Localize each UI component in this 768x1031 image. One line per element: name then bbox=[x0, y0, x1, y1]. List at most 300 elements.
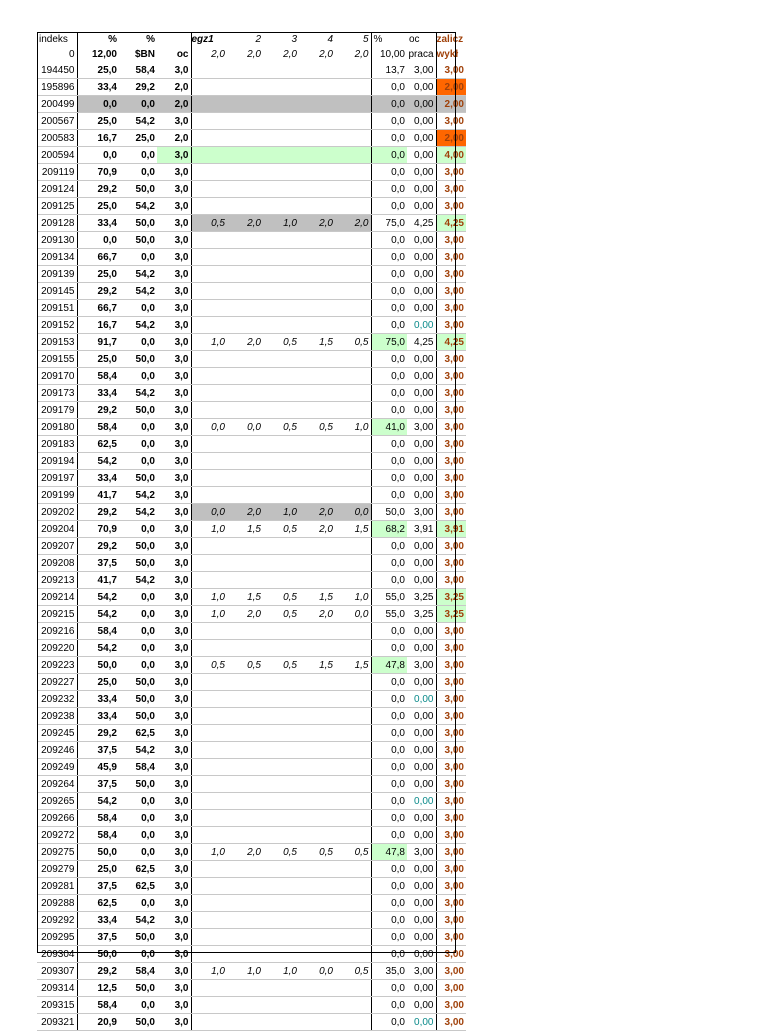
table-cell: 3,25 bbox=[436, 606, 466, 623]
table-cell: 0,0 bbox=[371, 198, 407, 215]
table-cell: 0,0 bbox=[371, 997, 407, 1014]
table-cell bbox=[263, 997, 299, 1014]
table-cell: 209272 bbox=[37, 827, 77, 844]
table-cell: 0,0 bbox=[371, 759, 407, 776]
table-cell: 0,0 bbox=[371, 895, 407, 912]
table-cell: 55,0 bbox=[371, 589, 407, 606]
table-cell: 50,0 bbox=[119, 470, 157, 487]
table-cell: 3,00 bbox=[436, 436, 466, 453]
table-cell: 0,00 bbox=[407, 232, 436, 249]
table-cell: 4,25 bbox=[407, 334, 436, 351]
table-cell: 0,0 bbox=[119, 827, 157, 844]
table-cell: 50,0 bbox=[77, 844, 119, 861]
table-cell: 3,00 bbox=[407, 504, 436, 521]
table-cell: 0,00 bbox=[407, 946, 436, 963]
table-cell: 0,0 bbox=[77, 96, 119, 113]
table-cell: 54,2 bbox=[77, 793, 119, 810]
table-cell: 209279 bbox=[37, 861, 77, 878]
table-cell: 209214 bbox=[37, 589, 77, 606]
table-cell: 3,0 bbox=[157, 691, 191, 708]
table-cell: 3,00 bbox=[436, 997, 466, 1014]
table-cell: 209215 bbox=[37, 606, 77, 623]
table-cell: 0,00 bbox=[407, 929, 436, 946]
table-cell: 50,0 bbox=[77, 946, 119, 963]
table-cell: 0,5 bbox=[299, 844, 335, 861]
table-cell: 0,0 bbox=[119, 946, 157, 963]
table-cell: 0,0 bbox=[371, 96, 407, 113]
table-cell: 0,0 bbox=[371, 929, 407, 946]
table-cell: 3,00 bbox=[407, 963, 436, 980]
table-cell: 209208 bbox=[37, 555, 77, 572]
table-cell: 2,0 bbox=[299, 504, 335, 521]
table-cell: 0,0 bbox=[371, 283, 407, 300]
table-cell: 20,9 bbox=[77, 1014, 119, 1031]
table-cell: 25,0 bbox=[77, 62, 119, 79]
table-cell: 3,0 bbox=[157, 164, 191, 181]
table-cell: 0,00 bbox=[407, 317, 436, 334]
table-cell: 0,0 bbox=[335, 606, 371, 623]
table-cell: 54,2 bbox=[77, 453, 119, 470]
table-cell: 0,0 bbox=[119, 300, 157, 317]
table-cell: 0,00 bbox=[407, 810, 436, 827]
table-cell: 3,0 bbox=[157, 606, 191, 623]
table-cell: 62,5 bbox=[77, 436, 119, 453]
table-cell: 33,4 bbox=[77, 691, 119, 708]
table-cell: 3,0 bbox=[157, 640, 191, 657]
table-cell: 41,0 bbox=[371, 419, 407, 436]
table-cell: 194450 bbox=[37, 62, 77, 79]
table-cell: 3,0 bbox=[157, 657, 191, 674]
table-cell: 62,5 bbox=[119, 878, 157, 895]
table-cell: 200594 bbox=[37, 147, 77, 164]
table-cell: 0,5 bbox=[335, 844, 371, 861]
table-cell: 0,0 bbox=[371, 861, 407, 878]
table-cell: 3,0 bbox=[157, 317, 191, 334]
table-cell: 209213 bbox=[37, 572, 77, 589]
table-cell: 209134 bbox=[37, 249, 77, 266]
table-cell: 3,00 bbox=[436, 317, 466, 334]
table-cell: 1,5 bbox=[299, 334, 335, 351]
table-cell: 0,5 bbox=[263, 419, 299, 436]
table-cell: 3,00 bbox=[436, 776, 466, 793]
table-cell: 0,0 bbox=[371, 181, 407, 198]
table-cell: 25,0 bbox=[77, 674, 119, 691]
table-cell: 0,00 bbox=[407, 130, 436, 147]
table-cell: 91,7 bbox=[77, 334, 119, 351]
table-cell: 209321 bbox=[37, 1014, 77, 1031]
table-cell: 37,5 bbox=[77, 776, 119, 793]
table-cell: 3,0 bbox=[157, 487, 191, 504]
table-cell: 0,0 bbox=[371, 776, 407, 793]
table-cell bbox=[335, 997, 371, 1014]
table-cell: 3,0 bbox=[157, 572, 191, 589]
table-cell: 3,00 bbox=[436, 912, 466, 929]
table-cell: 0,0 bbox=[119, 589, 157, 606]
table-cell: 3,00 bbox=[436, 385, 466, 402]
table-cell: 3,0 bbox=[157, 198, 191, 215]
table-cell: 25,0 bbox=[77, 198, 119, 215]
table-cell: 2,0 bbox=[227, 606, 263, 623]
table-cell: 209145 bbox=[37, 283, 77, 300]
table-cell: 3,0 bbox=[157, 62, 191, 79]
header-cell: 2,0 bbox=[283, 49, 297, 60]
table-cell: 3,0 bbox=[157, 844, 191, 861]
table-cell: 58,4 bbox=[77, 827, 119, 844]
table-cell: 3,0 bbox=[157, 453, 191, 470]
table-cell: 3,00 bbox=[436, 351, 466, 368]
table-cell: 209139 bbox=[37, 266, 77, 283]
table-cell: 62,5 bbox=[119, 861, 157, 878]
table-cell: 2,0 bbox=[157, 79, 191, 96]
table-cell: 0,00 bbox=[407, 470, 436, 487]
table-cell: 0,0 bbox=[119, 606, 157, 623]
table-cell: 1,0 bbox=[191, 844, 227, 861]
table-cell: 3,0 bbox=[157, 181, 191, 198]
table-cell: 3,00 bbox=[436, 538, 466, 555]
table-cell: 3,00 bbox=[436, 232, 466, 249]
table-cell: 0,0 bbox=[191, 419, 227, 436]
table-cell: 0,00 bbox=[407, 708, 436, 725]
table-cell: 3,00 bbox=[436, 249, 466, 266]
table-cell: 0,5 bbox=[263, 606, 299, 623]
table-cell: 54,2 bbox=[119, 487, 157, 504]
table-cell: 0,00 bbox=[407, 691, 436, 708]
table-cell: 0,0 bbox=[371, 487, 407, 504]
table-cell: 4,25 bbox=[436, 215, 466, 232]
table-cell: 0,00 bbox=[407, 181, 436, 198]
header-cell: zalicz bbox=[436, 32, 466, 47]
table-cell: 0,0 bbox=[119, 640, 157, 657]
table-cell: 209314 bbox=[37, 980, 77, 997]
table-cell: 209245 bbox=[37, 725, 77, 742]
table-cell: 3,0 bbox=[157, 436, 191, 453]
table-cell: 37,5 bbox=[77, 878, 119, 895]
table-cell: 3,0 bbox=[157, 402, 191, 419]
table-cell: 54,2 bbox=[119, 283, 157, 300]
table-cell: 3,00 bbox=[436, 878, 466, 895]
table-cell: 0,0 bbox=[371, 351, 407, 368]
table-cell: 54,2 bbox=[119, 317, 157, 334]
table-cell: 62,5 bbox=[77, 895, 119, 912]
table-cell: 0,0 bbox=[371, 113, 407, 130]
table-cell: 50,0 bbox=[119, 708, 157, 725]
header-cell: 2 bbox=[255, 34, 261, 45]
table-cell: 0,0 bbox=[371, 878, 407, 895]
table-cell: 41,7 bbox=[77, 572, 119, 589]
table-cell: 209125 bbox=[37, 198, 77, 215]
table-cell: 2,0 bbox=[299, 521, 335, 538]
table-cell: 209119 bbox=[37, 164, 77, 181]
table-cell: 3,0 bbox=[157, 266, 191, 283]
table-cell: 0,0 bbox=[371, 368, 407, 385]
table-cell: 0,0 bbox=[371, 402, 407, 419]
table-cell: 50,0 bbox=[119, 538, 157, 555]
table-cell: 3,00 bbox=[436, 470, 466, 487]
table-cell: 0,00 bbox=[407, 79, 436, 96]
table-cell: 3,0 bbox=[157, 708, 191, 725]
table-cell: 209153 bbox=[37, 334, 77, 351]
table-cell: 200499 bbox=[37, 96, 77, 113]
table-cell: 54,2 bbox=[77, 589, 119, 606]
table-cell: 4,25 bbox=[436, 334, 466, 351]
table-row bbox=[37, 997, 466, 1014]
table-cell: 209202 bbox=[37, 504, 77, 521]
table-cell: 29,2 bbox=[77, 402, 119, 419]
table-cell: 0,00 bbox=[407, 368, 436, 385]
table-cell: 0,0 bbox=[371, 691, 407, 708]
table-cell: 0,0 bbox=[371, 164, 407, 181]
table-cell: 0,0 bbox=[371, 555, 407, 572]
table-cell: 2,0 bbox=[227, 334, 263, 351]
table-cell: 3,00 bbox=[436, 810, 466, 827]
header-cell: 2,0 bbox=[335, 47, 371, 62]
table-cell: 209207 bbox=[37, 538, 77, 555]
table-cell: 58,4 bbox=[77, 623, 119, 640]
table-cell: 3,0 bbox=[157, 810, 191, 827]
table-cell: 3,00 bbox=[407, 419, 436, 436]
table-cell: 0,0 bbox=[119, 249, 157, 266]
table-cell: 3,00 bbox=[436, 572, 466, 589]
table-cell: 3,0 bbox=[157, 419, 191, 436]
table-cell: 209170 bbox=[37, 368, 77, 385]
table-cell: 3,0 bbox=[157, 351, 191, 368]
table-row bbox=[37, 963, 466, 980]
header-cell: % bbox=[146, 34, 155, 45]
table-cell: 0,00 bbox=[407, 742, 436, 759]
table-cell: 209128 bbox=[37, 215, 77, 232]
table-cell: 50,0 bbox=[119, 691, 157, 708]
table-cell: 35,0 bbox=[371, 963, 407, 980]
table-cell: 1,0 bbox=[227, 963, 263, 980]
table-cell: 3,0 bbox=[157, 827, 191, 844]
table-cell: 3,00 bbox=[436, 725, 466, 742]
table-cell: 0,0 bbox=[371, 79, 407, 96]
table-cell: 3,00 bbox=[436, 113, 466, 130]
table-cell: 3,00 bbox=[436, 844, 466, 861]
table-cell: 2,0 bbox=[157, 130, 191, 147]
table-cell: 3,00 bbox=[436, 691, 466, 708]
table-cell: 0,0 bbox=[119, 657, 157, 674]
table-cell: 1,0 bbox=[263, 504, 299, 521]
table-cell: 29,2 bbox=[77, 504, 119, 521]
table-cell: 209216 bbox=[37, 623, 77, 640]
table-cell: 3,00 bbox=[436, 555, 466, 572]
table-cell: 0,0 bbox=[371, 623, 407, 640]
table-cell: 3,0 bbox=[157, 776, 191, 793]
table-cell: 209232 bbox=[37, 691, 77, 708]
header-cell: 0 bbox=[37, 47, 77, 62]
table-cell: 0,0 bbox=[371, 1014, 407, 1031]
header-cell: wykł bbox=[436, 47, 466, 62]
table-cell: 0,00 bbox=[407, 453, 436, 470]
table-cell: 0,5 bbox=[263, 844, 299, 861]
table-cell: 54,2 bbox=[77, 606, 119, 623]
table-cell: 50,0 bbox=[119, 402, 157, 419]
table-cell: 0,0 bbox=[371, 674, 407, 691]
table-cell: 209281 bbox=[37, 878, 77, 895]
table-cell: 2,0 bbox=[227, 215, 263, 232]
header-cell: % bbox=[108, 34, 117, 45]
table-cell: 0,0 bbox=[119, 623, 157, 640]
table-cell: 3,00 bbox=[436, 929, 466, 946]
table-cell: 1,0 bbox=[263, 963, 299, 980]
table-cell: 1,0 bbox=[263, 215, 299, 232]
table-cell: 50,0 bbox=[119, 555, 157, 572]
table-cell: 3,0 bbox=[157, 1014, 191, 1031]
table-cell: 3,0 bbox=[157, 232, 191, 249]
table-cell: 0,00 bbox=[407, 538, 436, 555]
table-cell: 209275 bbox=[37, 844, 77, 861]
table-cell: 58,4 bbox=[77, 368, 119, 385]
table-cell: 0,00 bbox=[407, 861, 436, 878]
table-cell: 1,0 bbox=[191, 521, 227, 538]
table-cell bbox=[191, 1014, 227, 1031]
table-cell: 0,00 bbox=[407, 793, 436, 810]
table-cell: 0,00 bbox=[407, 895, 436, 912]
table-cell: 0,0 bbox=[371, 538, 407, 555]
table-cell: 0,0 bbox=[371, 640, 407, 657]
table-cell: 3,00 bbox=[436, 181, 466, 198]
table-cell bbox=[191, 997, 227, 1014]
table-cell: 0,0 bbox=[371, 453, 407, 470]
table-cell: 209220 bbox=[37, 640, 77, 657]
header-cell: $BN bbox=[134, 49, 155, 60]
table-cell: 3,00 bbox=[436, 453, 466, 470]
header-cell: oc bbox=[409, 34, 420, 45]
table-cell: 25,0 bbox=[119, 130, 157, 147]
table-cell: 50,0 bbox=[371, 504, 407, 521]
table-cell: 33,4 bbox=[77, 215, 119, 232]
table-cell: 0,0 bbox=[371, 300, 407, 317]
table-cell: 3,00 bbox=[436, 623, 466, 640]
table-cell: 0,0 bbox=[299, 963, 335, 980]
table-cell: 0,0 bbox=[371, 470, 407, 487]
table-cell: 0,00 bbox=[407, 402, 436, 419]
table-cell: 0,5 bbox=[227, 657, 263, 674]
table-cell: 0,5 bbox=[263, 521, 299, 538]
table-cell: 3,0 bbox=[157, 725, 191, 742]
table-cell: 0,0 bbox=[371, 130, 407, 147]
table-cell: 3,00 bbox=[436, 742, 466, 759]
table-cell: 54,2 bbox=[119, 504, 157, 521]
table-cell: 3,91 bbox=[407, 521, 436, 538]
table-cell: 29,2 bbox=[119, 79, 157, 96]
header-cell: 2,0 bbox=[319, 49, 333, 60]
table-cell: 3,0 bbox=[157, 878, 191, 895]
table-cell: 50,0 bbox=[119, 232, 157, 249]
table-cell: 3,00 bbox=[407, 62, 436, 79]
table-cell: 0,00 bbox=[407, 623, 436, 640]
table-cell: 3,00 bbox=[407, 844, 436, 861]
header-cell: egz1 bbox=[191, 34, 214, 45]
table-cell: 0,00 bbox=[407, 827, 436, 844]
table-cell: 0,0 bbox=[77, 232, 119, 249]
table-cell: 209315 bbox=[37, 997, 77, 1014]
table-cell: 50,0 bbox=[119, 776, 157, 793]
table-cell: 3,25 bbox=[407, 606, 436, 623]
table-cell: 33,4 bbox=[77, 470, 119, 487]
table-cell: 12,5 bbox=[77, 980, 119, 997]
table-cell: 50,0 bbox=[119, 181, 157, 198]
table-cell: 3,0 bbox=[157, 538, 191, 555]
table-cell: 0,00 bbox=[407, 640, 436, 657]
table-cell: 3,00 bbox=[436, 640, 466, 657]
table-cell: 58,4 bbox=[77, 997, 119, 1014]
table-cell: 3,0 bbox=[157, 742, 191, 759]
table-cell: 209199 bbox=[37, 487, 77, 504]
table-cell: 3,00 bbox=[436, 657, 466, 674]
table-cell: 0,0 bbox=[119, 810, 157, 827]
table-cell: 29,2 bbox=[77, 725, 119, 742]
table-cell: 0,0 bbox=[119, 793, 157, 810]
table-cell: 50,0 bbox=[77, 657, 119, 674]
table-cell: 0,00 bbox=[407, 776, 436, 793]
table-cell: 0,0 bbox=[371, 249, 407, 266]
table-cell: 41,7 bbox=[77, 487, 119, 504]
table-cell: 209151 bbox=[37, 300, 77, 317]
table-cell: 3,00 bbox=[436, 283, 466, 300]
table-cell: 3,00 bbox=[436, 300, 466, 317]
table-cell: 3,0 bbox=[157, 470, 191, 487]
table-cell: 0,5 bbox=[263, 657, 299, 674]
table-cell: 0,00 bbox=[407, 96, 436, 113]
table-cell: 1,0 bbox=[191, 606, 227, 623]
table-cell: 0,0 bbox=[371, 793, 407, 810]
table-cell bbox=[227, 1014, 263, 1031]
table-row bbox=[37, 1014, 466, 1031]
table-cell: 3,00 bbox=[436, 62, 466, 79]
table-cell: 54,2 bbox=[119, 742, 157, 759]
table-cell: 0,0 bbox=[371, 810, 407, 827]
table-cell: 33,4 bbox=[77, 385, 119, 402]
table-cell: 0,00 bbox=[407, 674, 436, 691]
table-cell: 1,0 bbox=[191, 589, 227, 606]
table-cell: 3,0 bbox=[157, 946, 191, 963]
table-cell: 33,4 bbox=[77, 912, 119, 929]
table-cell: 58,4 bbox=[77, 810, 119, 827]
table-cell: 0,00 bbox=[407, 351, 436, 368]
table-cell: 54,2 bbox=[119, 912, 157, 929]
header-cell: indeks bbox=[37, 32, 77, 47]
table-cell: 0,0 bbox=[371, 436, 407, 453]
table-cell: 0,0 bbox=[371, 980, 407, 997]
table-cell: 66,7 bbox=[77, 249, 119, 266]
table-cell: 47,8 bbox=[371, 844, 407, 861]
table-cell: 0,5 bbox=[191, 215, 227, 232]
header-cell: 3 bbox=[291, 34, 297, 45]
table-cell: 54,2 bbox=[119, 113, 157, 130]
table-cell: 209266 bbox=[37, 810, 77, 827]
table-cell: 3,00 bbox=[436, 487, 466, 504]
table-cell: 3,0 bbox=[157, 674, 191, 691]
table-cell: 3,00 bbox=[436, 1014, 466, 1031]
table-cell: 3,91 bbox=[436, 521, 466, 538]
header-cell: 2,0 bbox=[247, 49, 261, 60]
table-cell: 50,0 bbox=[119, 674, 157, 691]
table-cell: 0,5 bbox=[191, 657, 227, 674]
table-cell: 3,0 bbox=[157, 793, 191, 810]
table-cell: 16,7 bbox=[77, 130, 119, 147]
table-cell: 3,00 bbox=[436, 861, 466, 878]
table-cell: 54,2 bbox=[119, 198, 157, 215]
table-cell: 0,00 bbox=[407, 997, 436, 1014]
sheet-border bbox=[37, 32, 456, 953]
table-cell: 25,0 bbox=[77, 113, 119, 130]
table-cell: 62,5 bbox=[119, 725, 157, 742]
table-cell: 3,0 bbox=[157, 929, 191, 946]
header-cell: 10,00 bbox=[379, 49, 405, 60]
table-cell: 75,0 bbox=[371, 215, 407, 232]
